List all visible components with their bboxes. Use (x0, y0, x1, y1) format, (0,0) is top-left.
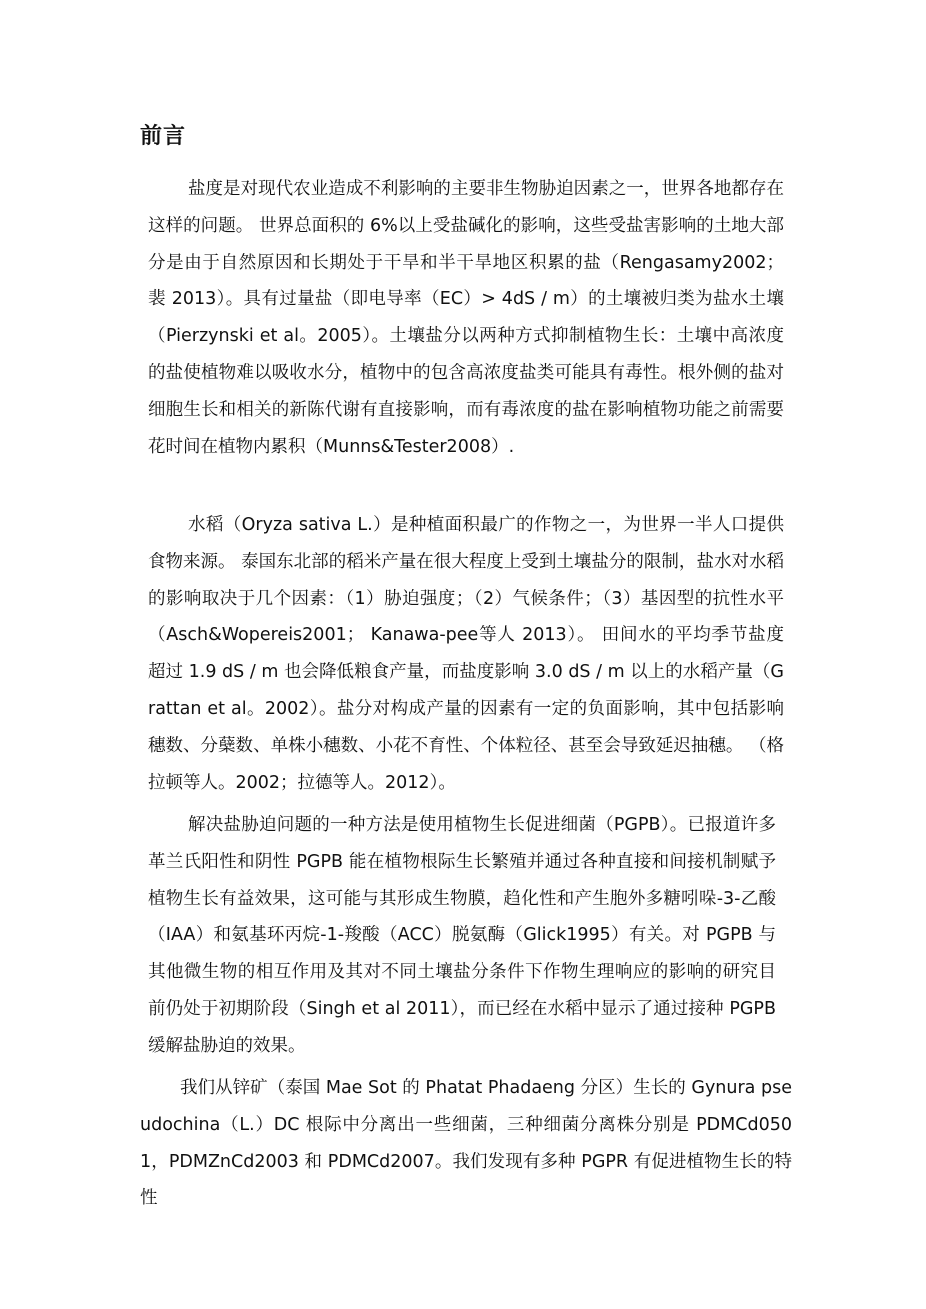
paragraph-bacterial-isolates: 我们从锌矿（泰国 Mae Sot 的 Phatat Phadaeng 分区）生长的 Gynura pseudochina（L.）DC 根际中分离出一些细菌，三种细菌分离株分别是 PDMCd0501，PDMZnCd2003 和 PDMCd2007。我们发现有多种 PGPR 有促进植物生长的特性 (140, 1078, 792, 1209)
paragraph-rice-salinity: 水稻（Oryza sativa L.）是种植面积最广的作物之一，为世界一半人口提供食物来源。 泰国东北部的稻米产量在很大程度上受到土壤盐分的限制，盐水对水稻的影响取决于几个因素：（1）胁迫强度；（2）气候条件；（3）基因型的抗性水平（Asch&Wopereis2001； Kanawa-pee等人 2013）。 田间水的平均季节盐度超过 1.9 dS / m 也会降低粮食产量，而盐度影响 3.0 dS / m 以上的水稻产量（Grattan et al。2002）。盐分对构成产量的因素有一定的负面影响，其中包括影响穗数、分蘖数、单株小穗数、小花不育性、个体粒径、甚至会导致延迟抽穗。 （格拉顿等人。2002；拉德等人。2012）。 (148, 515, 784, 793)
paragraph-pgpb-approach: 解决盐胁迫问题的一种方法是使用植物生长促进细菌（PGPB）。已报道许多革兰氏阳性和阴性 PGPB 能在植物根际生长繁殖并通过各种直接和间接机制赋予植物生长有益效果，这可能与其形成生物膜，趋化性和产生胞外多糖吲哚-3-乙酸（IAA）和氨基环丙烷-1-羧酸（ACC）脱氨酶（Glick1995）有关。对 PGPB 与其他微生物的相互作用及其对不同土壤盐分条件下作物生理响应的影响的研究目前仍处于初期阶段（Singh et al 2011），而已经在水稻中显示了通过接种 PGPB 缓解盐胁迫的效果。 (148, 815, 776, 1056)
section-heading: 前言 (140, 124, 187, 149)
paragraph-salinity-intro: 盐度是对现代农业造成不利影响的主要非生物胁迫因素之一，世界各地都存在这样的问题。 世界总面积的 6%以上受盐碱化的影响，这些受盐害影响的土地大部分是由于自然原因和长期处于干旱和半干旱地区积累的盐（Rengasamy2002；裴 2013）。具有过量盐（即电导率（EC）> 4dS / m）的土壤被归类为盐水土壤（Pierzynski et al。2005）。土壤盐分以两种方式抑制植物生长：土壤中高浓度的盐使植物难以吸收水分，植物中的包含高浓度盐类可能具有毒性。根外侧的盐对细胞生长和相关的新陈代谢有直接影响，而有毒浓度的盐在影响植物功能之前需要花时间在植物内累积（Munns&Tester2008）. (148, 179, 784, 457)
